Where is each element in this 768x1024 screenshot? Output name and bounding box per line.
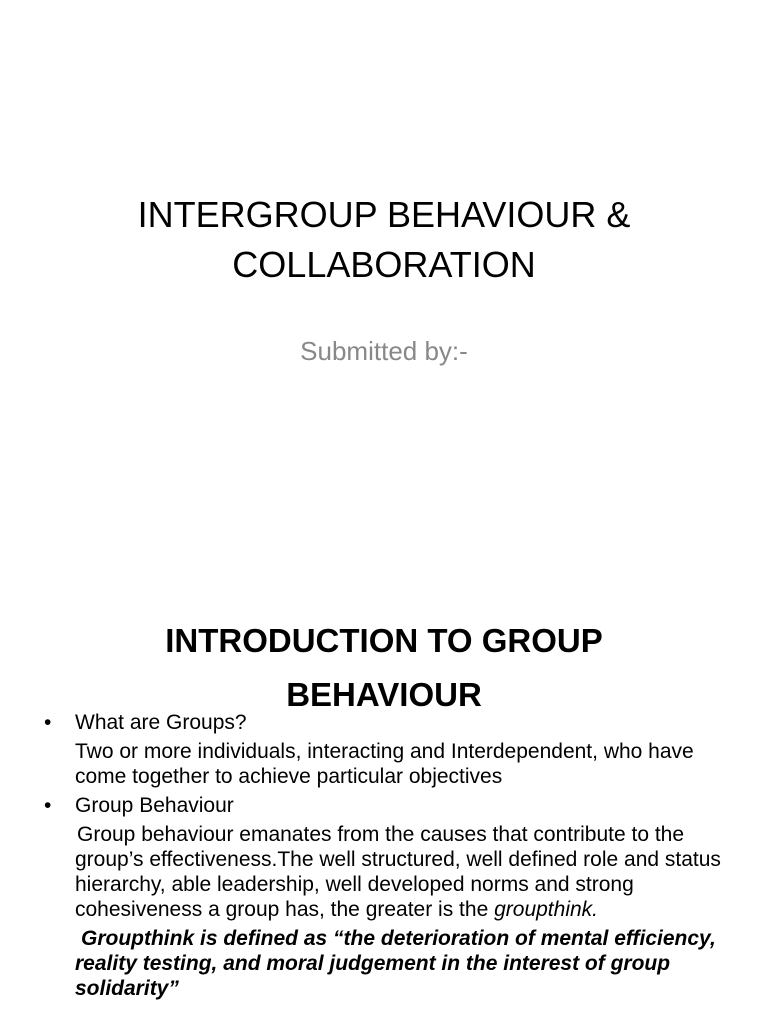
slide-title-heading xyxy=(0,190,768,290)
heading-line-2: BEHAVIOUR xyxy=(286,676,482,713)
groupthink-emphasis: groupthink. xyxy=(494,898,598,921)
title-line-2: COLLABORATION xyxy=(232,244,536,285)
slide-2-heading xyxy=(0,614,768,722)
bullet-body xyxy=(75,822,734,922)
groupthink-definition: Groupthink is defined as “the deterioration of mental efficiency, reality testing, and moral judgement in the interest of group solidarity” xyxy=(75,927,716,1000)
bullet-heading: Group Behaviour xyxy=(75,794,234,817)
title-line-1: INTERGROUP BEHAVIOUR & xyxy=(137,194,631,235)
bullet-item xyxy=(44,710,734,735)
bullet-dot-icon: • xyxy=(44,711,52,734)
bullet-item xyxy=(44,793,734,818)
slide-2-content xyxy=(44,710,734,1001)
bullet-heading: What are Groups? xyxy=(75,711,247,734)
bullet-body: Two or more individuals, interacting and Interdependent, who have come together to achieve particular objectives xyxy=(75,740,694,788)
bullet-dot-icon: • xyxy=(44,794,52,817)
slide-introduction xyxy=(0,576,768,1024)
heading-line-1: INTRODUCTION TO GROUP xyxy=(165,622,603,659)
bullet-body-text: Group behaviour emanates from the causes that contribute to the group’s effectiveness.The well structured, well defined role and status hierarchy, able leadership, well developed norms and strong cohesiveness a group has, the greater is the xyxy=(75,823,721,921)
submitted-by-subtitle: Submitted by:- xyxy=(300,336,468,366)
